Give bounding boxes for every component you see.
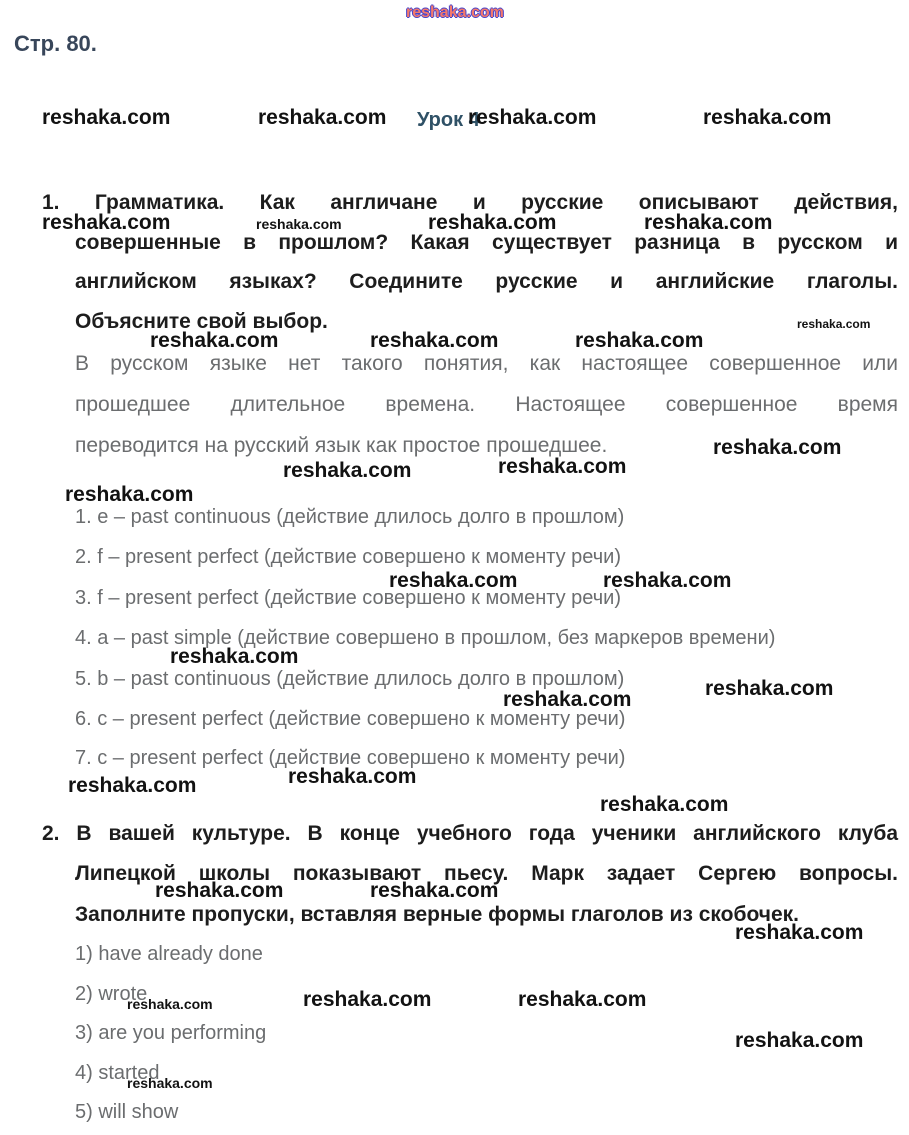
site-watermark: reshaka.com <box>705 677 834 700</box>
site-watermark: reshaka.com <box>603 569 732 592</box>
site-watermark: reshaka.com <box>428 211 557 234</box>
site-watermark: reshaka.com <box>170 645 299 668</box>
exercise1-answer-item: 4. a – past simple (действие совершено в прошлом, без маркеров времени) <box>75 627 776 649</box>
exercise1-answer-item: 7. c – present perfect (действие совершено к моменту речи) <box>75 747 626 769</box>
exercise2-answer-item: 5) will show <box>75 1101 179 1123</box>
site-watermark: reshaka.com <box>283 459 412 482</box>
exercise1-answer-item: 5. b – past continuous (действие длилось долго в прошлом) <box>75 668 625 690</box>
site-watermark: reshaka.com <box>644 211 773 234</box>
site-watermark-colored: reshaka.com <box>406 4 504 21</box>
exercise2-answer-item: 2) wrote <box>75 983 148 1005</box>
site-watermark: reshaka.com <box>389 569 518 592</box>
exercise1-note-line: В русском языке нет такого понятия, как настоящее совершенное или <box>75 352 898 375</box>
exercise1-heading-line: 1. Грамматика. Как англичане и русские описывают действия, <box>42 191 898 214</box>
exercise1-answer-item: 2. f – present perfect (действие совершено к моменту речи) <box>75 546 622 568</box>
exercise1-answer-item: 3. f – present perfect (действие совершено к моменту речи) <box>75 587 622 609</box>
exercise2-answer-item: 3) are you performing <box>75 1022 267 1044</box>
site-watermark: reshaka.com <box>503 688 632 711</box>
site-watermark: reshaka.com <box>370 329 499 352</box>
site-watermark: reshaka.com <box>518 988 647 1011</box>
site-watermark: reshaka.com <box>703 106 832 129</box>
exercise1-answer-item: 6. c – present perfect (действие совершено к моменту речи) <box>75 708 626 730</box>
exercise1-answer-item: 1. e – past continuous (действие длилось долго в прошлом) <box>75 506 625 528</box>
site-watermark: reshaka.com <box>575 329 704 352</box>
exercise1-note-line: прошедшее длительное времена. Настоящее совершенное время <box>75 393 898 416</box>
lesson-title: Урок 4 <box>417 109 480 131</box>
site-watermark: reshaka.com <box>65 483 194 506</box>
exercise2-heading-line: 2. В вашей культуре. В конце учебного года ученики английского клуба <box>42 822 898 845</box>
exercise1-note-line: переводится на русский язык как простое прошедшее. <box>75 434 608 457</box>
exercise2-heading-line: Заполните пропуски, вставляя верные формы глаголов из скобочек. <box>75 903 799 926</box>
site-watermark: reshaka.com <box>256 216 342 232</box>
site-watermark: reshaka.com <box>42 211 171 234</box>
site-watermark: reshaka.com <box>288 765 417 788</box>
exercise1-heading-line: английском языках? Соедините русские и английские глаголы. <box>75 270 898 293</box>
site-watermark: reshaka.com <box>370 879 499 902</box>
site-watermark: reshaka.com <box>258 106 387 129</box>
site-watermark: reshaka.com <box>498 455 627 478</box>
site-watermark: reshaka.com <box>600 793 729 816</box>
exercise1-heading-line: совершенные в прошлом? Какая существует разница в русском и <box>75 231 898 254</box>
site-watermark: reshaka.com <box>735 921 864 944</box>
site-watermark: reshaka.com <box>127 1075 213 1091</box>
site-watermark: reshaka.com <box>303 988 432 1011</box>
exercise2-answer-item: 4) started <box>75 1062 160 1084</box>
site-watermark: reshaka.com <box>155 879 284 902</box>
site-watermark: reshaka.com <box>713 436 842 459</box>
site-watermark: reshaka.com <box>68 774 197 797</box>
exercise1-heading-line: Объясните свой выбор. <box>75 310 328 333</box>
site-watermark: reshaka.com <box>150 329 279 352</box>
site-watermark: reshaka.com <box>797 317 871 331</box>
site-watermark: reshaka.com <box>42 106 171 129</box>
page-number-label: Стр. 80. <box>14 31 97 56</box>
site-watermark: reshaka.com <box>735 1029 864 1052</box>
exercise2-answer-item: 1) have already done <box>75 943 263 965</box>
exercise2-heading-line: Липецкой школы показывают пьесу. Марк задает Сергею вопросы. <box>75 862 898 885</box>
site-watermark: reshaka.com <box>127 996 213 1012</box>
site-watermark: reshaka.com <box>468 106 597 129</box>
